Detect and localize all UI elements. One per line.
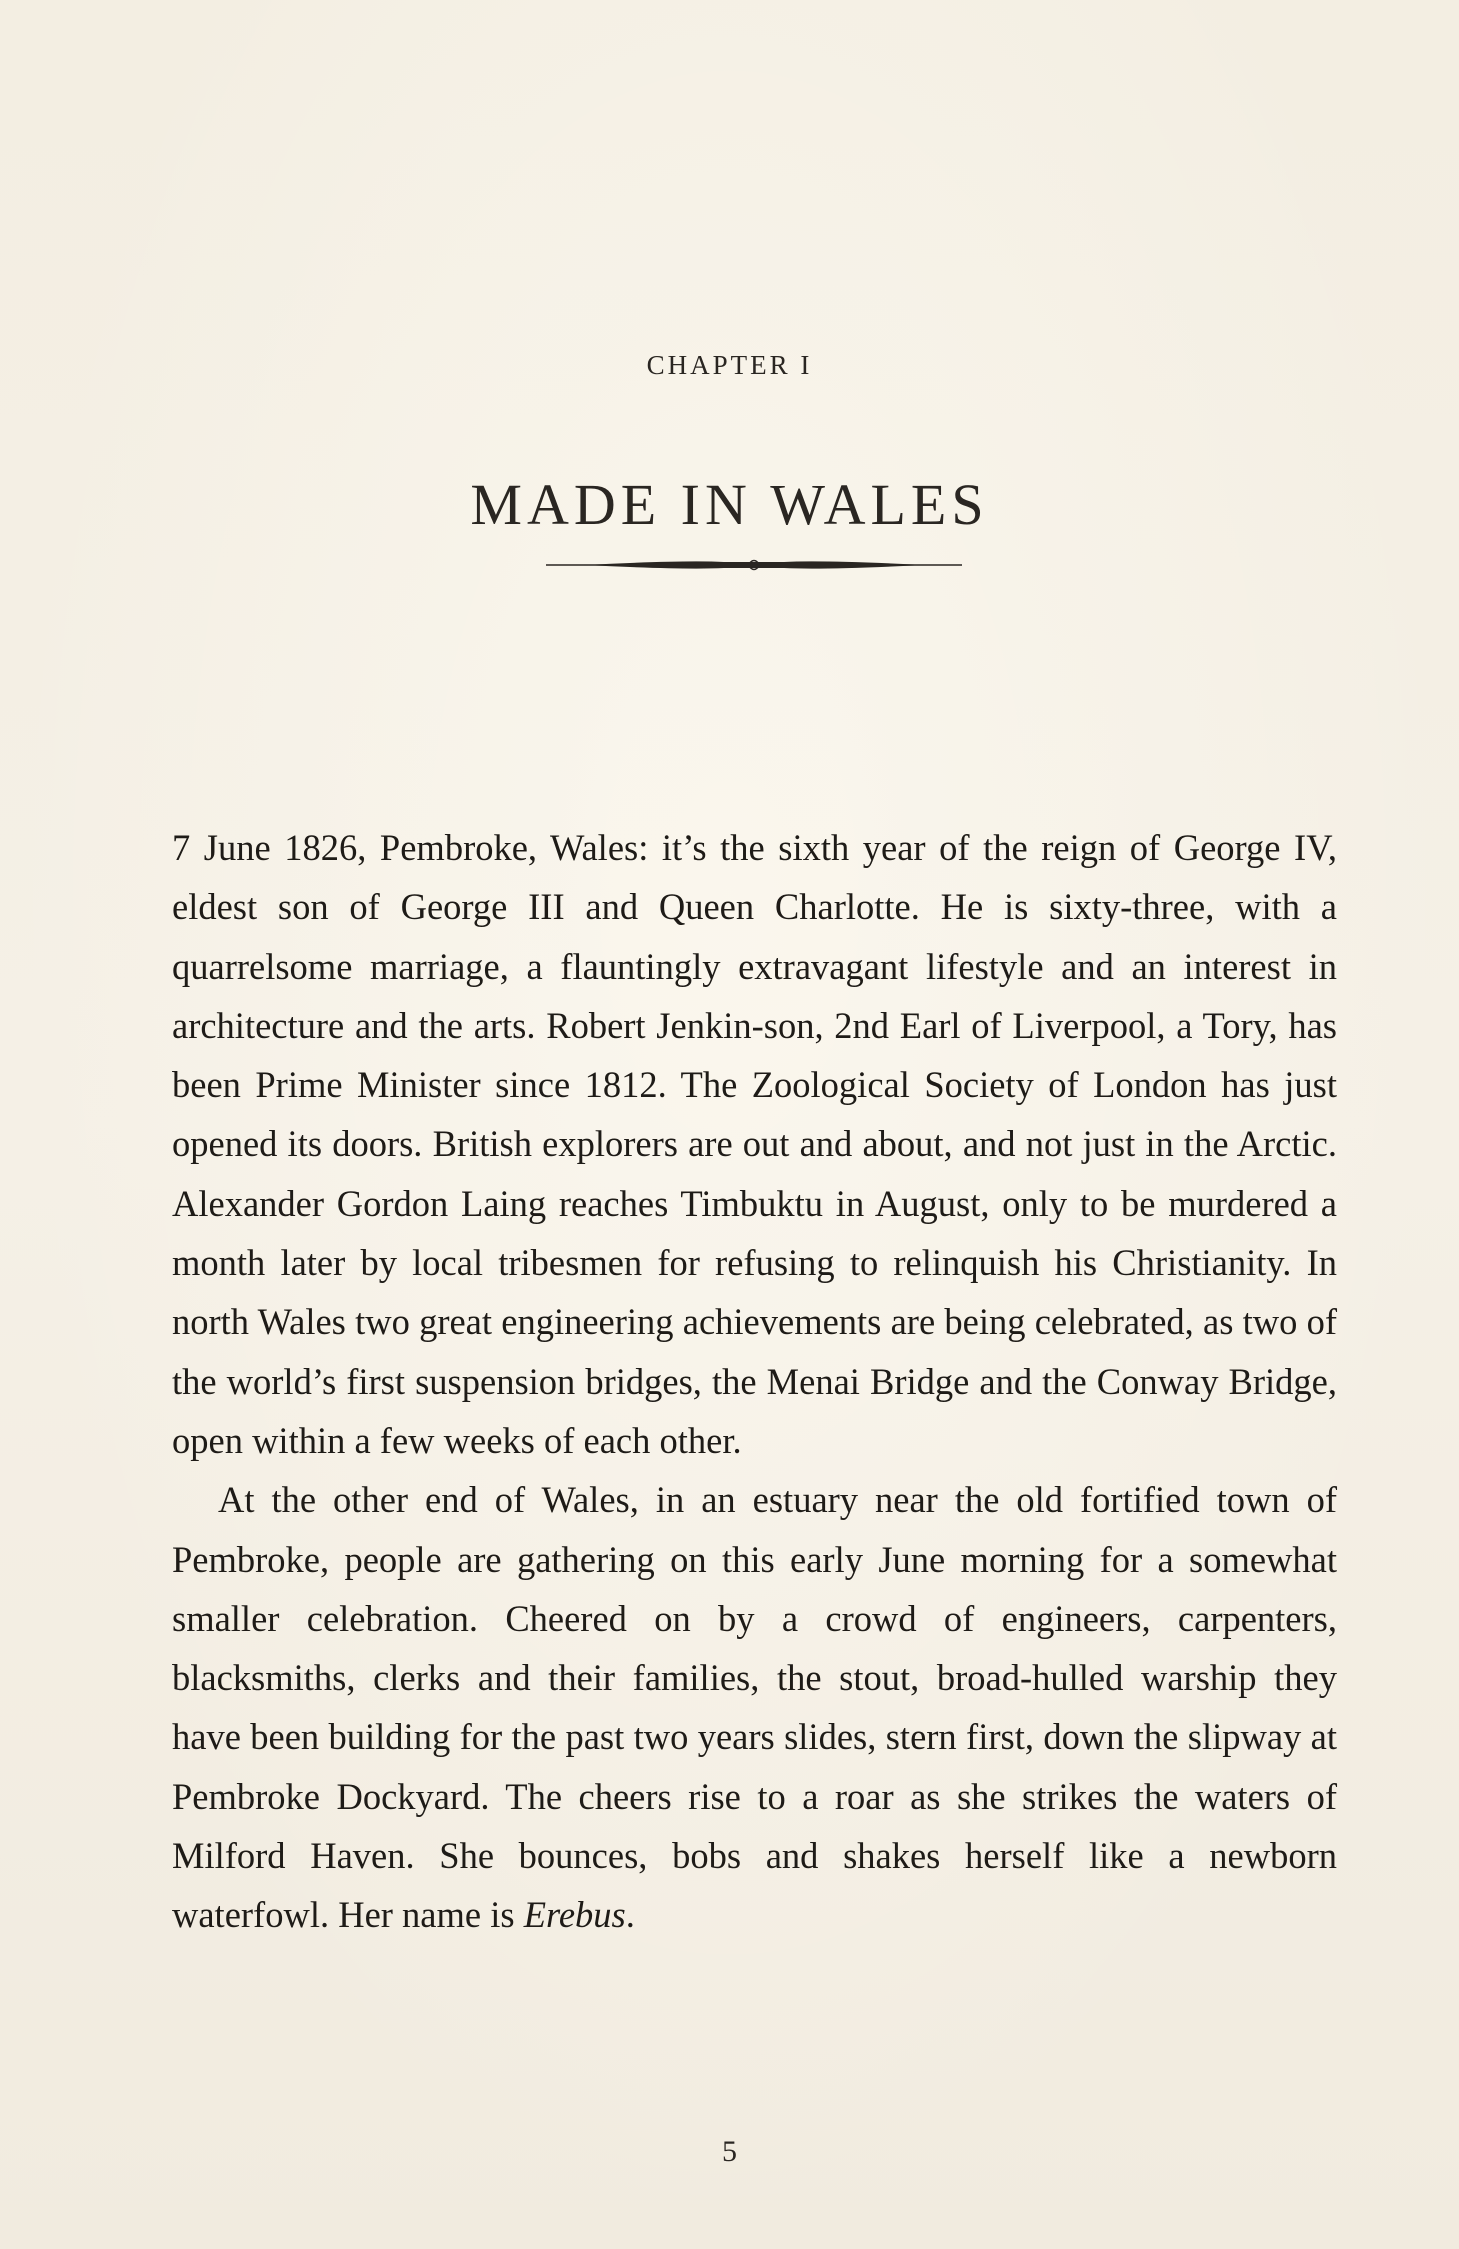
chapter-body: [172, 818, 1337, 1945]
ornament-divider: [544, 550, 964, 580]
paragraph-2: [172, 1470, 1337, 1944]
paragraph-2-text: At the other end of Wales, in an estuary near the old fortified town of Pembroke, people are gathering on this early June morning for a somewhat smaller celebration. Cheered on by a crowd of engineers, carpenters, blacksmiths, clerks and their families, the stout, broad-hulled warship they have been building for the past two years slides, stern first, down the slipway at Pembroke Dockyard. The cheers rise to a roar as she strikes the waters of Milford Haven. She bounces, bobs and shakes herself like a newborn waterfowl. Her name is: [172, 1479, 1337, 1936]
chapter-label: CHAPTER I: [646, 350, 813, 380]
chapter-title: MADE IN WALES: [470, 471, 989, 537]
paragraph-1: 7 June 1826, Pembroke, Wales: it’s the sixth year of the reign of George IV, eldest son of George III and Queen Charlotte. He is sixty-three, with a quarrelsome marriage, a flauntingly extravagant lifestyle and an interest in architecture and the arts. Robert Jenkin-son, 2nd Earl of Liverpool, a Tory, has been Prime Minister since 1812. The Zoological Society of London has just opened its doors. British explorers are out and about, and not just in the Arctic. Alexander Gordon Laing reaches Timbuktu in August, only to be murdered a month later by local tribesmen for refusing to relinquish his Christianity. In north Wales two great engineering achievements are being celebrated, as two of the world’s first suspension bridges, the Menai Bridge and the Conway Bridge, open within a few weeks of each other.: [172, 827, 1337, 1461]
ship-name: Erebus: [523, 1894, 626, 1936]
paragraph-2-end: .: [625, 1894, 635, 1936]
page-number: 5: [722, 2135, 737, 2168]
